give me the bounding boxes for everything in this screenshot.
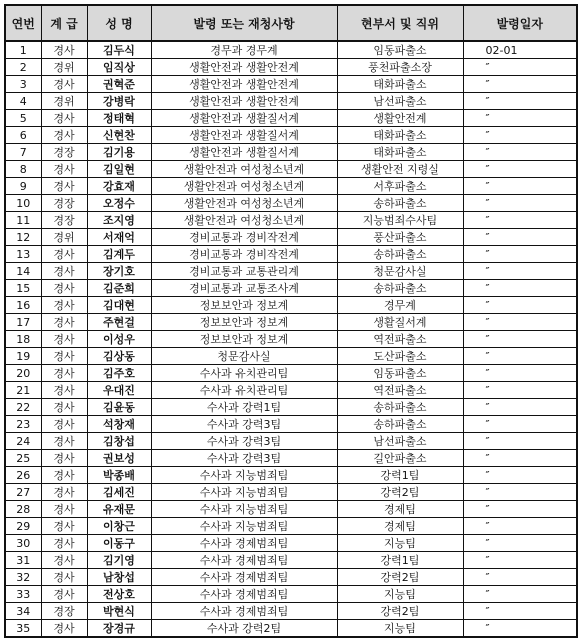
header-name: 성 명 [87,5,151,41]
cell-dept: 역전파출소 [337,382,463,399]
cell-post: 생활안전과 여성청소년계 [151,195,337,212]
cell-name: 주현걸 [87,314,151,331]
header-date: 발령일자 [463,5,577,41]
cell-name: 김기용 [87,144,151,161]
cell-rank: 경위 [41,229,87,246]
cell-dept: 경제팀 [337,518,463,535]
cell-rank: 경사 [41,518,87,535]
table-row [5,620,577,638]
cell-name: 김대현 [87,297,151,314]
cell-post: 생활안전과 생활안전계 [151,93,337,110]
cell-dept: 강력1팀 [337,552,463,569]
cell-date: ″ [463,569,577,586]
table-row [5,586,577,603]
table-row [5,314,577,331]
table-row [5,518,577,535]
cell-post: 생활안전과 생활질서계 [151,144,337,161]
table-row [5,399,577,416]
cell-no: 10 [5,195,41,212]
cell-name: 임직상 [87,59,151,76]
cell-name: 권혁준 [87,76,151,93]
cell-dept: 태화파출소 [337,144,463,161]
table-header [5,5,577,41]
cell-date: ″ [463,450,577,467]
table-body [5,41,577,637]
cell-post: 수사과 강력3팀 [151,450,337,467]
cell-dept: 송하파출소 [337,399,463,416]
cell-rank: 경사 [41,484,87,501]
cell-date: ″ [463,212,577,229]
cell-no: 32 [5,569,41,586]
cell-rank: 경사 [41,161,87,178]
cell-date: ″ [463,603,577,620]
cell-date: ″ [463,246,577,263]
cell-name: 김윤동 [87,399,151,416]
cell-no: 9 [5,178,41,195]
cell-post: 수사과 경제범죄팀 [151,569,337,586]
cell-post: 수사과 지능범죄팀 [151,467,337,484]
cell-rank: 경사 [41,331,87,348]
cell-rank: 경사 [41,76,87,93]
cell-post: 정보보안과 정보계 [151,331,337,348]
cell-no: 35 [5,620,41,638]
cell-no: 15 [5,280,41,297]
cell-rank: 경사 [41,348,87,365]
cell-date: ″ [463,195,577,212]
cell-name: 남창섭 [87,569,151,586]
cell-rank: 경사 [41,382,87,399]
cell-rank: 경사 [41,399,87,416]
cell-no: 14 [5,263,41,280]
cell-rank: 경위 [41,59,87,76]
cell-no: 20 [5,365,41,382]
cell-name: 오정수 [87,195,151,212]
cell-no: 31 [5,552,41,569]
cell-date: ″ [463,433,577,450]
cell-date: ″ [463,518,577,535]
cell-post: 정보보안과 정보계 [151,314,337,331]
table-row [5,110,577,127]
cell-post: 수사과 강력2팀 [151,620,337,638]
cell-dept: 경무계 [337,297,463,314]
cell-name: 장경규 [87,620,151,638]
table-row [5,178,577,195]
cell-dept: 경제팀 [337,501,463,518]
cell-no: 19 [5,348,41,365]
cell-date: ″ [463,76,577,93]
cell-rank: 경사 [41,586,87,603]
cell-post: 생활안전과 생활안전계 [151,76,337,93]
cell-no: 17 [5,314,41,331]
table-row [5,484,577,501]
table-row [5,93,577,110]
header-no: 연번 [5,5,41,41]
cell-no: 7 [5,144,41,161]
cell-rank: 경사 [41,178,87,195]
cell-post: 수사과 경제범죄팀 [151,552,337,569]
cell-no: 29 [5,518,41,535]
header-dept: 현부서 및 직위 [337,5,463,41]
cell-rank: 경사 [41,280,87,297]
cell-dept: 송하파출소 [337,416,463,433]
cell-dept: 송하파출소 [337,280,463,297]
cell-post: 수사과 경제범죄팀 [151,586,337,603]
cell-name: 우대진 [87,382,151,399]
cell-no: 33 [5,586,41,603]
cell-date: ″ [463,161,577,178]
cell-name: 박현식 [87,603,151,620]
header-post: 발령 또는 재청사항 [151,5,337,41]
cell-rank: 경사 [41,467,87,484]
cell-date: ″ [463,348,577,365]
cell-dept: 송하파출소 [337,195,463,212]
table-row [5,450,577,467]
cell-post: 생활안전과 생활질서계 [151,110,337,127]
cell-no: 4 [5,93,41,110]
cell-no: 12 [5,229,41,246]
personnel-appointment-table [4,4,578,638]
table-row [5,263,577,280]
table-row [5,127,577,144]
cell-post: 생활안전과 여성청소년계 [151,212,337,229]
cell-rank: 경사 [41,416,87,433]
cell-post: 정보보안과 정보계 [151,297,337,314]
cell-post: 수사과 강력3팀 [151,416,337,433]
cell-dept: 임동파출소 [337,41,463,59]
cell-date: ″ [463,331,577,348]
cell-rank: 경사 [41,246,87,263]
cell-name: 권보성 [87,450,151,467]
cell-rank: 경장 [41,603,87,620]
cell-date: ″ [463,399,577,416]
cell-post: 생활안전과 생활질서계 [151,127,337,144]
cell-no: 25 [5,450,41,467]
cell-rank: 경사 [41,110,87,127]
cell-post: 수사과 경제범죄팀 [151,603,337,620]
cell-dept: 서후파출소 [337,178,463,195]
table-row [5,59,577,76]
cell-no: 6 [5,127,41,144]
cell-date: ″ [463,467,577,484]
cell-rank: 경사 [41,620,87,638]
cell-name: 김계두 [87,246,151,263]
cell-rank: 경위 [41,93,87,110]
cell-dept: 지능팀 [337,535,463,552]
cell-date: ″ [463,314,577,331]
cell-post: 청문감사실 [151,348,337,365]
cell-post: 경비교통과 경비작전계 [151,229,337,246]
cell-dept: 강력1팀 [337,467,463,484]
cell-rank: 경사 [41,297,87,314]
cell-rank: 경사 [41,569,87,586]
cell-rank: 경사 [41,41,87,59]
cell-name: 박종배 [87,467,151,484]
cell-date: ″ [463,297,577,314]
cell-date: ″ [463,382,577,399]
table-row [5,76,577,93]
header-row [5,5,577,41]
cell-date: ″ [463,552,577,569]
cell-name: 김창섭 [87,433,151,450]
cell-dept: 역전파출소 [337,331,463,348]
cell-dept: 풍산파출소 [337,229,463,246]
cell-name: 장기호 [87,263,151,280]
cell-post: 수사과 지능범죄팀 [151,501,337,518]
cell-date: ″ [463,263,577,280]
cell-post: 수사과 강력3팀 [151,433,337,450]
cell-no: 8 [5,161,41,178]
cell-post: 수사과 지능범죄팀 [151,518,337,535]
cell-date: ″ [463,144,577,161]
cell-post: 경비교통과 교통관리계 [151,263,337,280]
cell-name: 정태혁 [87,110,151,127]
personnel-table-container [4,4,578,638]
cell-date: ″ [463,501,577,518]
cell-no: 2 [5,59,41,76]
cell-no: 26 [5,467,41,484]
cell-name: 신현찬 [87,127,151,144]
cell-rank: 경장 [41,144,87,161]
cell-name: 서재억 [87,229,151,246]
cell-post: 생활안전과 여성청소년계 [151,178,337,195]
table-row [5,297,577,314]
cell-dept: 풍천파출소장 [337,59,463,76]
cell-rank: 경사 [41,263,87,280]
cell-date: ″ [463,127,577,144]
cell-post: 경비교통과 교통조사계 [151,280,337,297]
cell-post: 수사과 강력1팀 [151,399,337,416]
cell-no: 11 [5,212,41,229]
cell-date: ″ [463,229,577,246]
table-row [5,382,577,399]
table-row [5,161,577,178]
cell-no: 28 [5,501,41,518]
cell-rank: 경장 [41,195,87,212]
table-row [5,467,577,484]
cell-date: ″ [463,535,577,552]
table-row [5,501,577,518]
table-row [5,41,577,59]
cell-post: 경무과 경무계 [151,41,337,59]
table-row [5,246,577,263]
cell-dept: 생활안전계 [337,110,463,127]
cell-rank: 경사 [41,365,87,382]
cell-dept: 도산파출소 [337,348,463,365]
cell-post: 수사과 경제범죄팀 [151,535,337,552]
cell-name: 김두식 [87,41,151,59]
cell-date: ″ [463,110,577,127]
header-rank: 계 급 [41,5,87,41]
table-row [5,195,577,212]
cell-post: 생활안전과 생활안전계 [151,59,337,76]
cell-name: 강병락 [87,93,151,110]
cell-dept: 생활안전 지령실 [337,161,463,178]
table-row [5,416,577,433]
cell-no: 18 [5,331,41,348]
cell-name: 전상호 [87,586,151,603]
cell-post: 수사과 유치관리팀 [151,382,337,399]
cell-post: 생활안전과 여성청소년계 [151,161,337,178]
cell-rank: 경사 [41,314,87,331]
cell-rank: 경사 [41,552,87,569]
cell-date: ″ [463,620,577,638]
table-row [5,535,577,552]
cell-date: ″ [463,365,577,382]
cell-dept: 임동파출소 [337,365,463,382]
table-row [5,603,577,620]
cell-no: 16 [5,297,41,314]
cell-no: 3 [5,76,41,93]
table-row [5,229,577,246]
cell-dept: 길안파출소 [337,450,463,467]
table-row [5,433,577,450]
cell-dept: 강력2팀 [337,569,463,586]
cell-no: 34 [5,603,41,620]
table-row [5,212,577,229]
cell-rank: 경장 [41,212,87,229]
cell-no: 1 [5,41,41,59]
cell-date: ″ [463,484,577,501]
cell-date: 02-01 [463,41,577,59]
cell-post: 수사과 지능범죄팀 [151,484,337,501]
table-row [5,348,577,365]
cell-name: 유재문 [87,501,151,518]
table-row [5,569,577,586]
table-row [5,280,577,297]
cell-rank: 경사 [41,433,87,450]
cell-dept: 지능팀 [337,586,463,603]
table-row [5,331,577,348]
cell-name: 이성우 [87,331,151,348]
cell-no: 13 [5,246,41,263]
cell-dept: 송하파출소 [337,246,463,263]
cell-date: ″ [463,59,577,76]
table-row [5,552,577,569]
cell-date: ″ [463,586,577,603]
cell-dept: 남선파출소 [337,93,463,110]
cell-rank: 경사 [41,535,87,552]
cell-date: ″ [463,280,577,297]
cell-post: 수사과 유치관리팀 [151,365,337,382]
cell-no: 30 [5,535,41,552]
cell-no: 22 [5,399,41,416]
cell-name: 이동구 [87,535,151,552]
cell-dept: 지능팀 [337,620,463,638]
cell-no: 5 [5,110,41,127]
table-row [5,365,577,382]
cell-name: 이창근 [87,518,151,535]
cell-name: 강효재 [87,178,151,195]
cell-no: 24 [5,433,41,450]
cell-dept: 생활질서계 [337,314,463,331]
cell-date: ″ [463,93,577,110]
cell-dept: 강력2팀 [337,603,463,620]
cell-name: 석창재 [87,416,151,433]
cell-name: 김주호 [87,365,151,382]
cell-name: 김세진 [87,484,151,501]
cell-name: 김상동 [87,348,151,365]
cell-name: 김기영 [87,552,151,569]
cell-date: ″ [463,416,577,433]
cell-name: 김준희 [87,280,151,297]
cell-rank: 경사 [41,127,87,144]
cell-dept: 강력2팀 [337,484,463,501]
cell-name: 조지영 [87,212,151,229]
cell-dept: 지능범죄수사팀 [337,212,463,229]
cell-post: 경비교통과 경비작전계 [151,246,337,263]
cell-rank: 경사 [41,501,87,518]
cell-no: 23 [5,416,41,433]
cell-dept: 남선파출소 [337,433,463,450]
cell-name: 김일현 [87,161,151,178]
table-row [5,144,577,161]
cell-date: ″ [463,178,577,195]
cell-dept: 태화파출소 [337,76,463,93]
cell-no: 27 [5,484,41,501]
cell-no: 21 [5,382,41,399]
cell-dept: 태화파출소 [337,127,463,144]
cell-dept: 청문감사실 [337,263,463,280]
cell-rank: 경사 [41,450,87,467]
